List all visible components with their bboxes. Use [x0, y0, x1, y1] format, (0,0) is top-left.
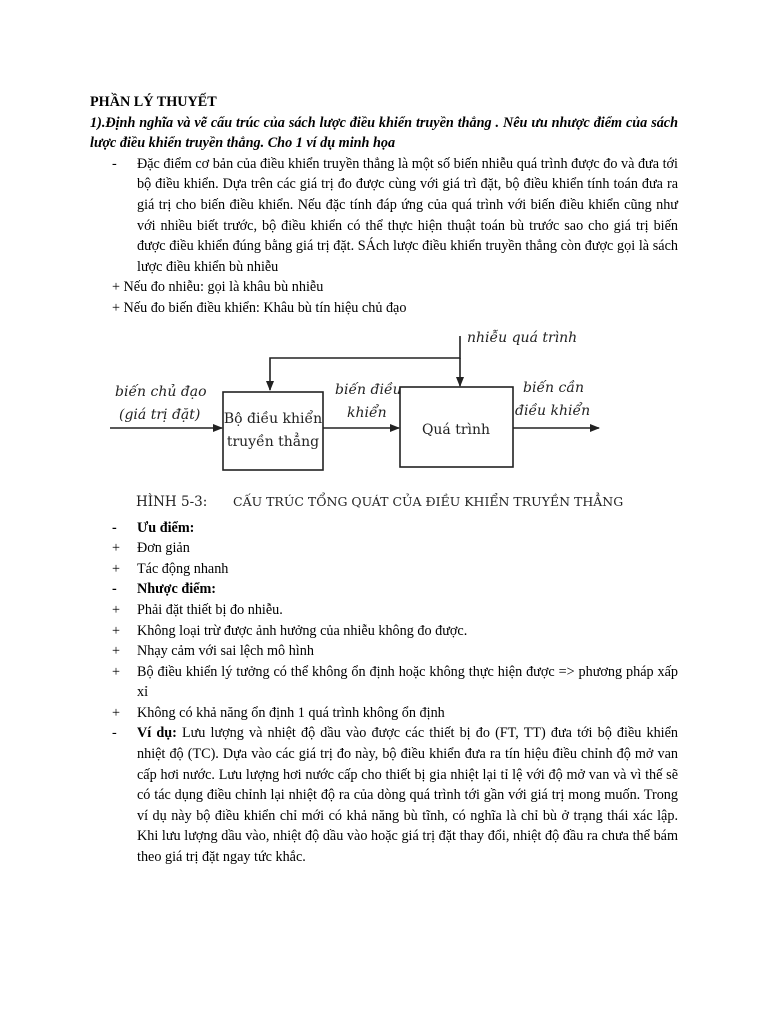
advantage-item [90, 538, 678, 559]
example-text: Lưu lượng và nhiệt độ dầu vào được các thiết bị đo (FT, TT) đưa tới bộ điều khiển nhiệt độ (TC). Dựa vào các giá trị đo này, bộ điều khiển đưa ra tín hiệu điều chỉnh độ mở van cấp hơi nước. Lưu lượng hơi nước cấp cho thiết bị gia nhiệt lại tỉ lệ với độ mở van và vì thế sẽ có tác dụng điều chỉnh lại nhiệt độ ra của dòng quá trình tới gần với giá trị mong muốn. Trong ví dụ này bộ điều khiển chỉ mới có khả năng bù tĩnh, có nghĩa là chỉ bù ở trạng thái xác lập. Khi lưu lượng dầu vào, nhiệt độ dầu vào hoặc giá trị đặt thay đổi, nhiệt độ đầu ra chưa thể bám theo giá trị đặt ngay tức khắc. [137, 725, 678, 866]
block-diagram-figure [90, 322, 678, 518]
disadvantage-text: Nhạy cảm với sai lệch mô hình [137, 643, 314, 660]
document-page [90, 92, 678, 868]
disadvantage-item [90, 641, 678, 662]
disadvantage-item [90, 621, 678, 642]
disadvantage-item [90, 600, 678, 621]
output-label-line1: biến cần [523, 379, 584, 396]
disadvantage-item [90, 662, 678, 703]
dash-bullet: - [112, 519, 117, 536]
disadvantage-text: Không có khả năng ổn định 1 quá trình không ổn định [137, 704, 445, 721]
input-label-line1: biến chủ đạo [115, 383, 207, 400]
advantage-text: Tác động nhanh [137, 560, 229, 577]
block-diagram [105, 322, 665, 518]
disturbance-label: nhiễu quá trình [467, 329, 578, 346]
plus-bullet: + [112, 622, 121, 639]
plus-bullet: + [112, 540, 121, 557]
advantage-item [90, 559, 678, 580]
example-paragraph [90, 723, 678, 867]
figure-caption-number: HÌNH 5-3: [136, 493, 208, 510]
manipulated-label-line2: khiển [347, 404, 387, 421]
dash-bullet: - [112, 581, 117, 598]
example-label: Ví dụ: [137, 725, 177, 742]
section-heading: PHẦN LÝ THUYẾT [90, 94, 217, 110]
advantage-text: Đơn giản [137, 540, 190, 557]
disadvantage-text: Không loại trừ được ảnh hưởng của nhiễu không đo được. [137, 622, 468, 639]
process-label: Quá trình [421, 421, 491, 438]
controller-label-line2: truyền thẳng [226, 433, 320, 450]
controller-box [223, 392, 323, 470]
plus-line-setpoint: + Nếu đo biến điều khiển: Khâu bù tín hiệu chủ đạo [112, 299, 407, 316]
dash-bullet: - [112, 155, 117, 172]
question-text: 1).Định nghĩa và vẽ cấu trúc của sách lược điều khiển truyền thẳng . Nêu ưu nhược điểm của sách lược điều khiển truyền thẳng. Cho 1 ví dụ minh họa [90, 114, 678, 152]
disadvantages-title: Nhược điểm: [137, 581, 217, 598]
plus-bullet: + [112, 704, 121, 721]
disadvantage-text: Phải đặt thiết bị đo nhiễu. [137, 601, 283, 618]
advantages-title-row [90, 518, 678, 539]
output-label-line2: điều khiển [515, 402, 591, 419]
disadvantages-title-row [90, 579, 678, 600]
intro-paragraph [90, 154, 678, 278]
manipulated-label-line1: biến điều [335, 381, 402, 398]
example-body [137, 723, 678, 867]
plus-bullet: + [112, 663, 121, 680]
disadvantage-text: Bộ điều khiển lý tưởng có thể không ổn định hoặc không thực hiện được => phương pháp xấp xỉ [137, 663, 678, 701]
figure-caption-text: CẤU TRÚC TỔNG QUÁT CỦA ĐIỀU KHIỂN TRUYỀN THẲNG [233, 493, 624, 509]
dash-bullet: - [112, 725, 117, 742]
plus-bullet: + [112, 560, 121, 577]
controller-label-line1: Bộ điều khiển [223, 410, 323, 427]
intro-text: Đặc điểm cơ bản của điều khiển truyền thẳng là một số biến nhiễu quá trình được đo và đưa tới bộ điều khiển. Dựa trên các giá trị đo được cùng với giá trì đặt, bộ điều khiển tính toán đưa ra giá trị cho biến điều khiển. Nếu đặc tính đáp ứng của quá trình với biến điều khiển cũng như với nhiều biết trước, bộ điều khiển có thể thực hiện thuật toán bù trước sao cho giá trị biến được điều khiển đúng bằng giá trị đặt. SÁch lược điều khiển truyền thẳng còn được gọi là sách lược điều khiển bù nhiễu [137, 155, 678, 275]
plus-line-disturbance: + Nếu đo nhiễu: gọi là khâu bù nhiễu [112, 279, 324, 296]
advantages-title: Ưu điểm: [137, 519, 195, 536]
input-label-line2: (giá trị đặt) [119, 406, 201, 423]
disadvantage-item [90, 703, 678, 724]
plus-bullet: + [112, 601, 121, 618]
plus-bullet: + [112, 643, 121, 660]
